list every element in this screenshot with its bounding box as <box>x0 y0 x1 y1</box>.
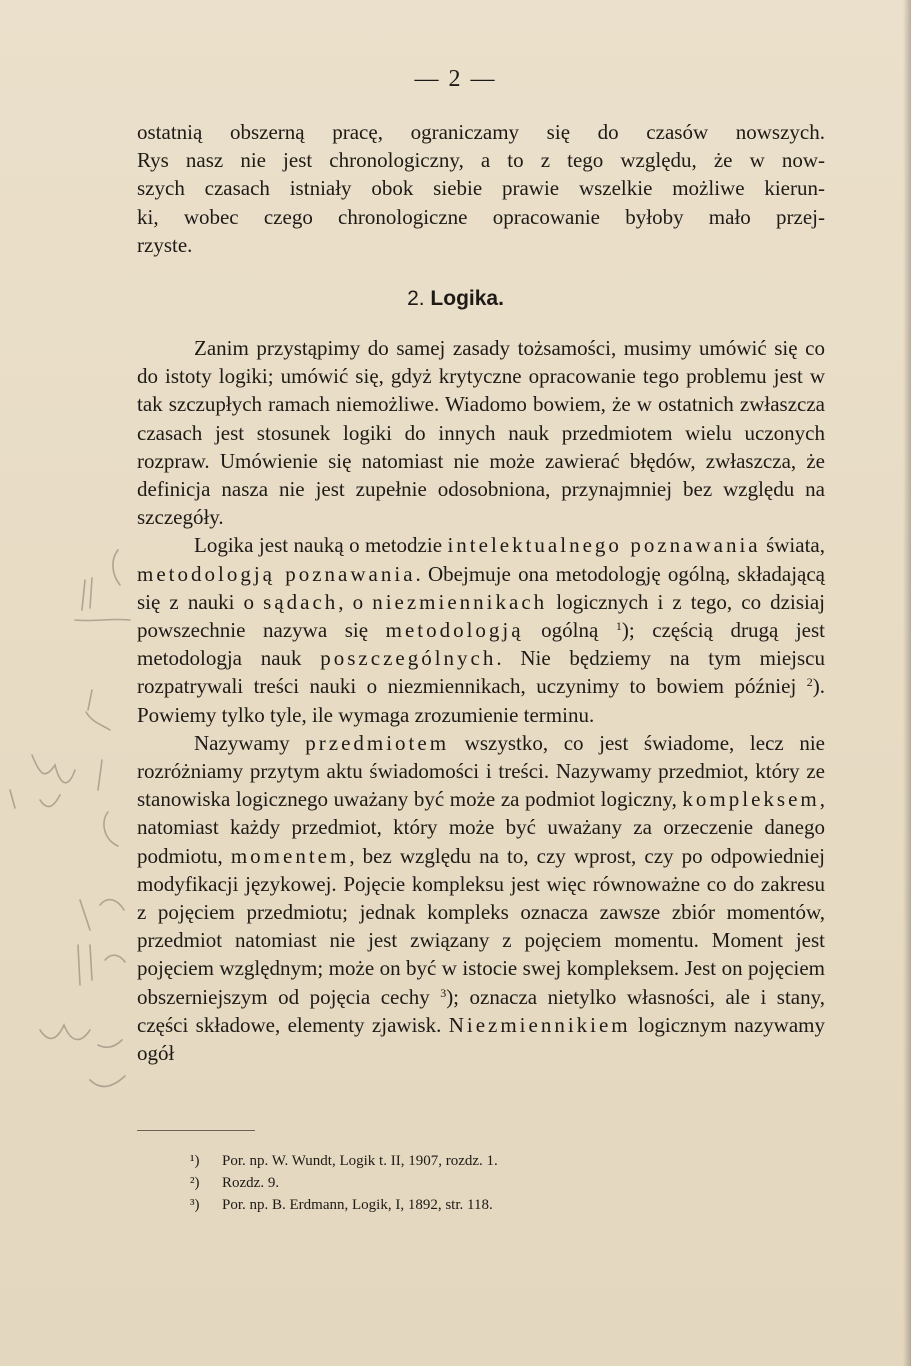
text-run: . Nie będziemy na tym miejscu rozpatrywali treści nauki o niezmiennikach, uczynimy to bowiem później <box>137 646 825 699</box>
footnote-marker: ¹) <box>190 1153 200 1169</box>
spaced-term: przedmiotem <box>305 730 450 755</box>
intro-line: ki, wobec czego chronologiczne opracowanie byłoby mało przej- <box>137 204 825 229</box>
footnote-marker: ³) <box>190 1197 200 1213</box>
text-run: ogólną <box>523 618 616 643</box>
paragraph <box>137 531 825 728</box>
spaced-term: niezmiennikach <box>372 589 548 614</box>
paragraph-text: Zanim przystąpimy do samej zasady tożsamości, musimy umówić się co do istoty logiki; umówić się, gdyż krytyczne opracowanie tego problemu jest w tak szczupłych ramach niemożliwe. Wiadomo bowiem, że w ostatnich zwłaszcza czasach jest stosunek logiki do innych nauk przedmiotem wielu uczonych rozpraw. Umówienie się natomiast nie może zawierać błędów, zwłaszcza, że definicja nasza nie jest zupełnie odosobniona, przynajmniej bez względu na szczegóły. <box>137 336 825 530</box>
text-run: Logika jest nauką o metodzie <box>194 533 448 558</box>
spaced-term: metodologją poznawania <box>137 561 416 586</box>
paragraph <box>137 334 825 531</box>
main-text <box>137 334 825 1067</box>
text-run: , o <box>338 589 373 614</box>
text-run: ); oznacza nietylko własności, ale i stany, części składowe, elementy zjawisk. <box>137 984 825 1037</box>
spaced-term: sądach <box>263 589 339 614</box>
footnotes <box>190 1150 790 1216</box>
footnote <box>190 1172 790 1194</box>
section-number: 2. <box>407 287 425 310</box>
footnote-ref: 3 <box>440 985 447 1000</box>
footnote-ref: 1 <box>615 619 622 634</box>
footnote <box>190 1150 790 1172</box>
section-heading <box>0 287 911 311</box>
text-run: wszystko, co jest świadome, lecz nie rozróżniamy przytym aktu świadomości i treści. Nazywamy przedmiot, który ze stanowiska logicznego uważany być może za podmiot logiczny, <box>137 730 825 812</box>
spaced-term: intelektualnego poznawania <box>447 533 761 558</box>
intro-line: Rys nasz nie jest chronologiczny, a to z tego względu, że w now- <box>137 148 825 173</box>
text-run: świata, <box>760 533 825 558</box>
text-run: ); częścią drugą jest metodologja nauk <box>137 618 825 671</box>
page-edge-shadow <box>903 0 911 1366</box>
intro-line: ostatnią obszerną pracę, ograniczamy się do czasów nowszych. <box>137 120 825 144</box>
footnote-marker: ²) <box>190 1175 200 1191</box>
spaced-term: Niezmiennikiem <box>448 1012 631 1037</box>
spaced-term: metodologją <box>385 618 524 643</box>
paragraph <box>137 729 825 1067</box>
footnote-ref: 2 <box>806 675 813 690</box>
text-run: , bez względu na to, czy wprost, czy po odpowiedniej modyfikacji językowej. Pojęcie kompleksu jest więc równoważne co do zakresu z pojęciem przedmiotu; jednak kompleks oznacza zawsze zbiór momentów, przedmiot natomiast nie jest związany z pojęciem momentu. Moment jest pojęciem względnym; może on być w istocie swej kompleksem. Jest on pojęciem obszerniejszym od pojęcia cechy <box>137 843 825 1009</box>
text-run: . Obejmuje ona metodologję ogólną, składającą się z nauki o <box>137 561 825 614</box>
spaced-term: kompleksem <box>682 787 820 812</box>
text-run: Nazywamy <box>194 730 306 755</box>
intro-line: rzyste. <box>137 232 193 257</box>
text-run: ). Powiemy tylko tyle, ile wymaga zrozumienie terminu. <box>137 674 825 727</box>
footnote-text: Por. np. W. Wundt, Logik t. II, 1907, rozdz. 1. <box>222 1153 498 1169</box>
intro-paragraph <box>137 118 825 259</box>
footnote-divider <box>137 1130 255 1131</box>
text-run: logicznych i z tego, co dzisiaj powszechnie nazywa się <box>137 589 825 643</box>
section-title: Logika. <box>430 287 504 310</box>
text-run: logicznym nazywamy ogół <box>137 1012 825 1066</box>
footnote-text: Por. np. B. Erdmann, Logik, I, 1892, str. 118. <box>222 1197 493 1213</box>
pencil-marginalia <box>0 0 140 1366</box>
page-number: — 2 — <box>414 66 497 92</box>
text-run: , natomiast każdy przedmiot, który może być uważany za orzeczenie danego podmiotu, <box>137 787 825 868</box>
spaced-term: momentem <box>230 843 350 868</box>
footnote <box>190 1194 790 1216</box>
footnote-text: Rozdz. 9. <box>222 1175 280 1191</box>
intro-line: szych czasach istniały obok siebie prawie wszelkie możliwe kierun- <box>137 176 825 201</box>
spaced-term: poszczególnych <box>320 646 497 671</box>
